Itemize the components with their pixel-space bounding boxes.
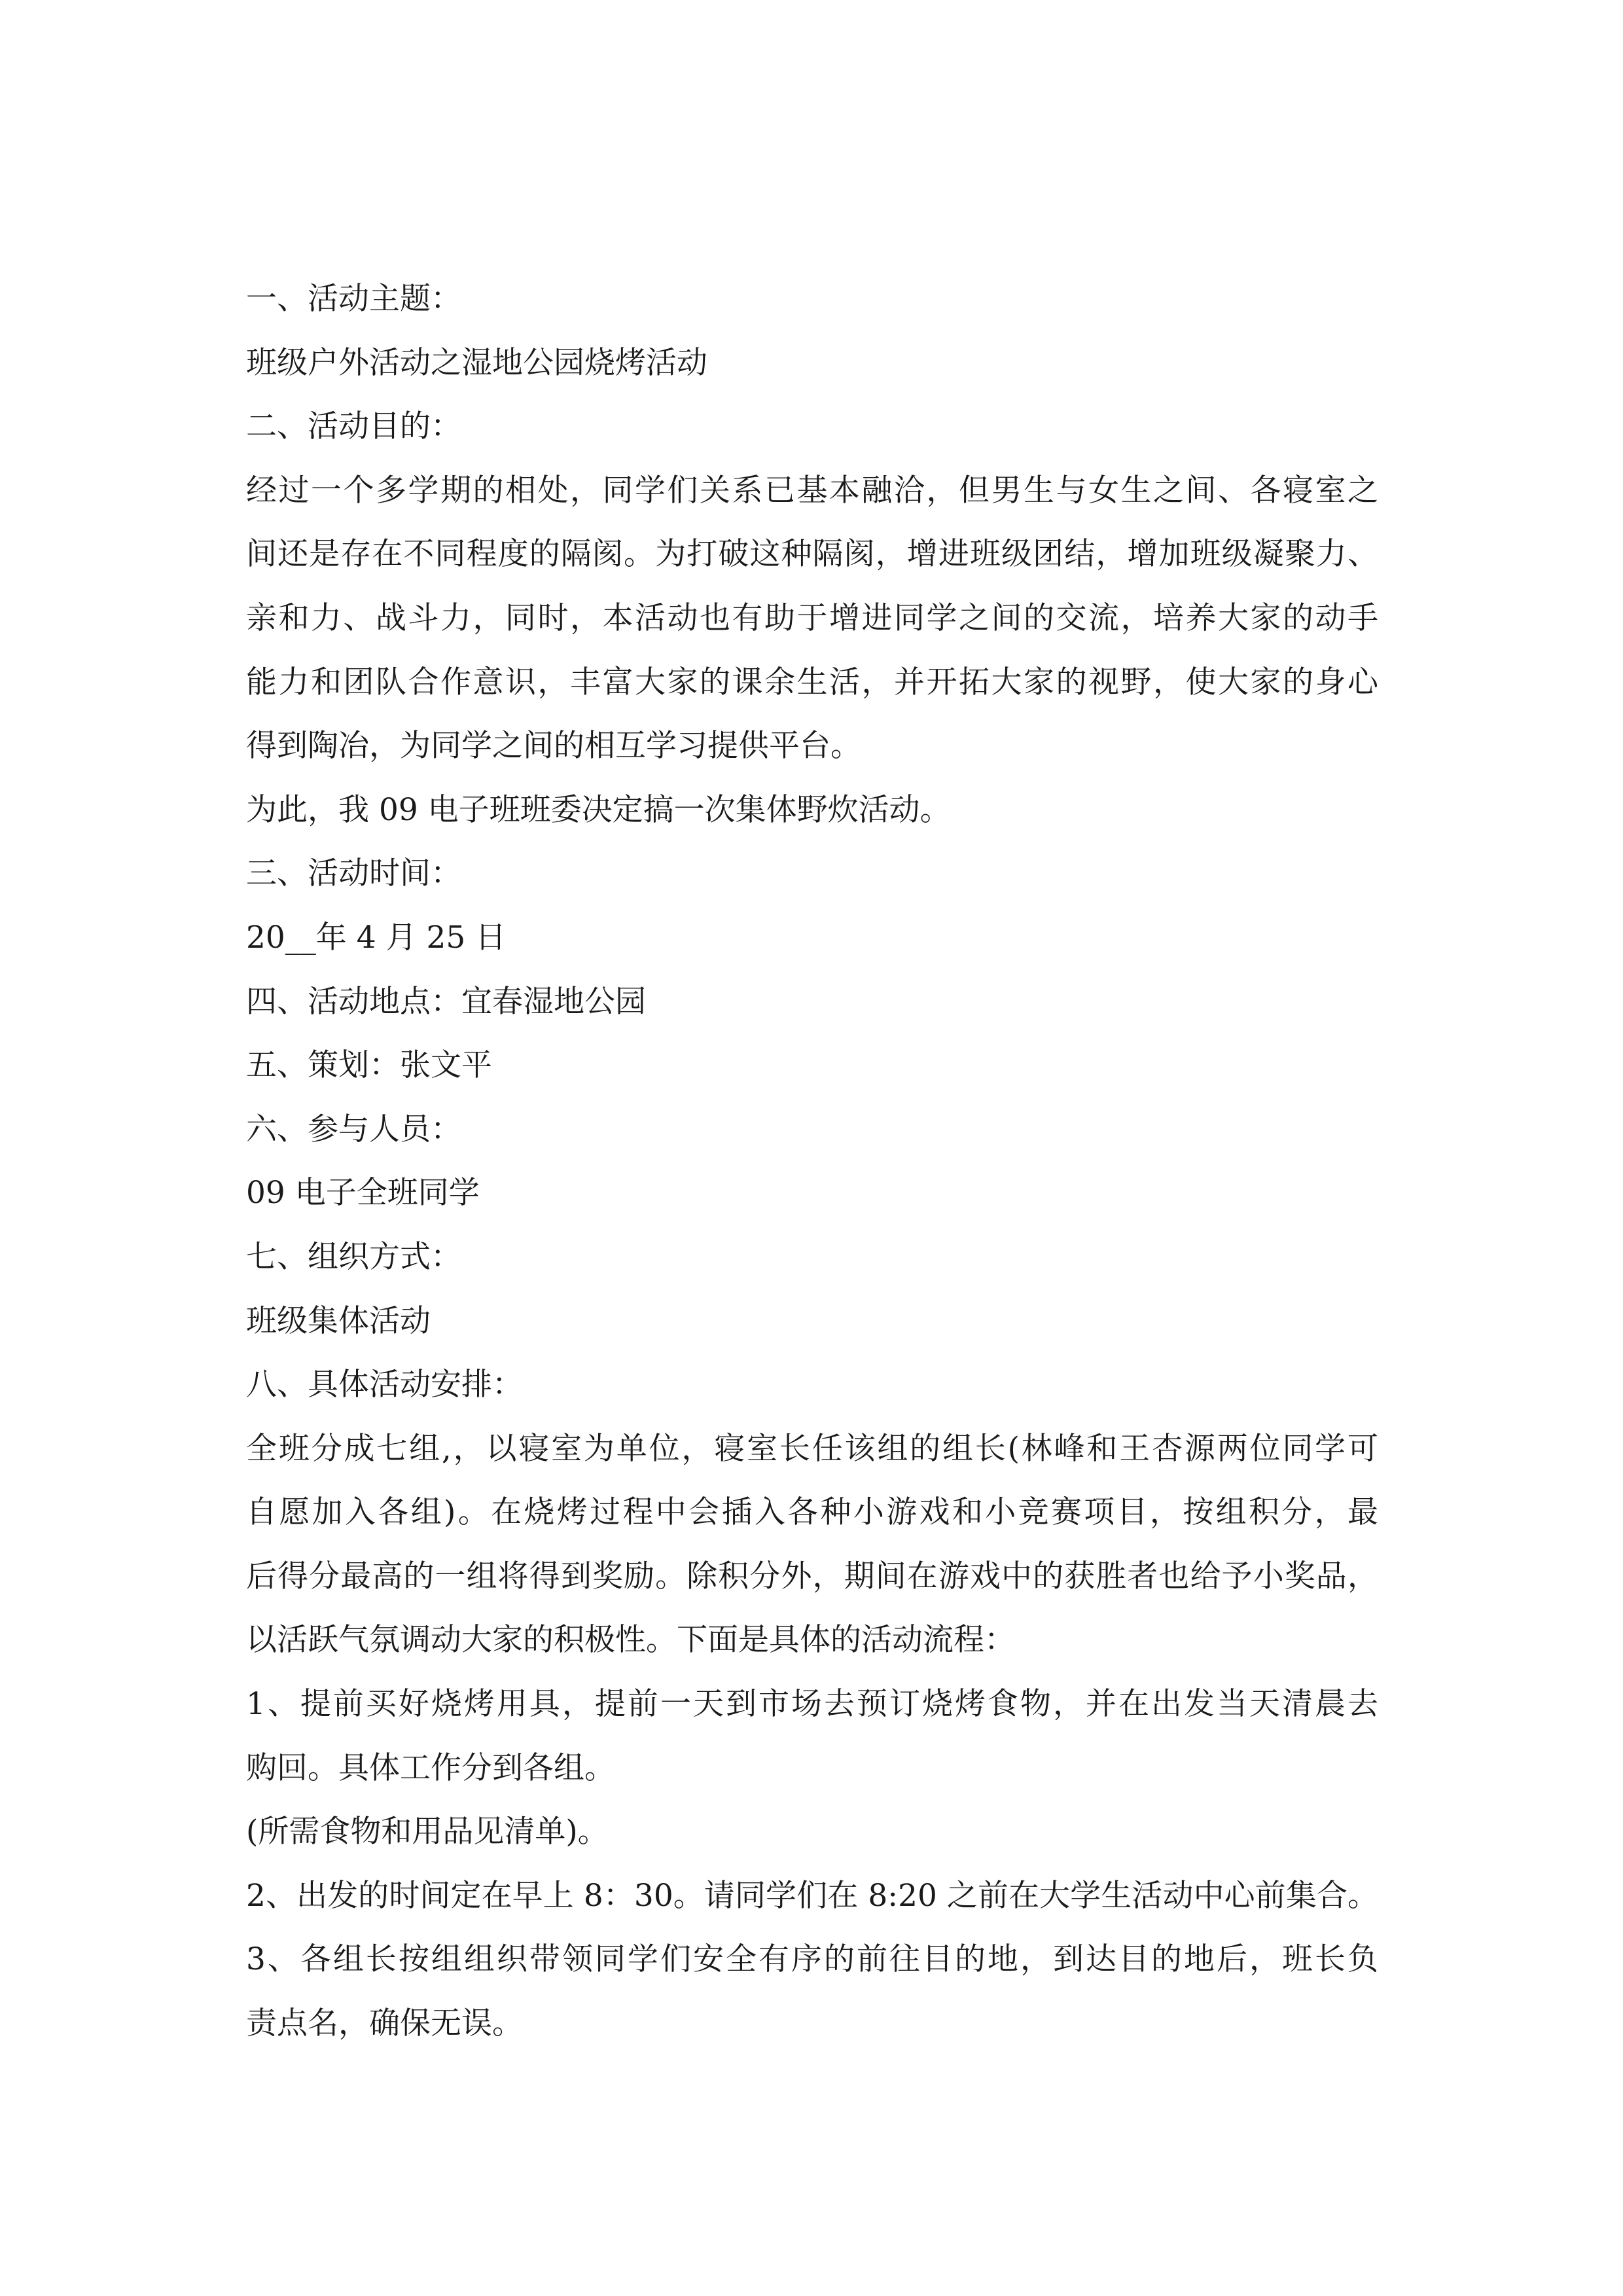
activity-theme-text: 班级户外活动之湿地公园烧烤活动 (246, 344, 707, 381)
step-1-line: 购回。具体工作分到各组。 (246, 1749, 615, 1786)
arrangement-paragraph-line: 以活跃气氛调动大家的积极性。下面是具体的活动流程： (246, 1622, 1015, 1659)
step-3-line: 3、各组长按组组织带领同学们安全有序的前往目的地，到达目的地后，班长负 (246, 1941, 1378, 1978)
heading-activity-purpose: 二、活动目的： (246, 408, 461, 445)
organization-text: 班级集体活动 (246, 1302, 431, 1339)
purpose-paragraph-line: 经过一个多学期的相处，同学们关系已基本融洽，但男生与女生之间、各寝室之 (246, 472, 1378, 509)
heading-participants: 六、参与人员： (246, 1111, 461, 1147)
purpose-paragraph-line: 亲和力、战斗力，同时，本活动也有助于增进同学之间的交流，培养大家的动手 (246, 600, 1378, 636)
document-body (246, 267, 1378, 2056)
arrangement-paragraph-line: 全班分成七组,，以寝室为单位，寝室长任该组的组长(林峰和王杏源两位同学可 (246, 1430, 1378, 1467)
heading-activity-theme: 一、活动主题： (246, 281, 461, 317)
arrangement-paragraph-line: 后得分最高的一组将得到奖励。除积分外，期间在游戏中的获胜者也给予小奖品， (246, 1558, 1378, 1594)
decision-statement: 为此，我 09 电子班班委决定搞一次集体野炊活动。 (246, 791, 951, 828)
arrangement-paragraph-line: 自愿加入各组)。在烧烤过程中会插入各种小游戏和小竞赛项目，按组积分，最 (246, 1494, 1378, 1531)
activity-date: 20__年 4 月 25 日 (246, 919, 507, 956)
purpose-paragraph-line: 得到陶冶，为同学之间的相互学习提供平台。 (246, 728, 861, 764)
heading-arrangement: 八、具体活动安排： (246, 1367, 523, 1403)
participants-text: 09 电子全班同学 (246, 1175, 480, 1211)
heading-activity-time: 三、活动时间： (246, 855, 461, 892)
purpose-paragraph-line: 间还是存在不同程度的隔阂。为打破这种隔阂，增进班级团结，增加班级凝聚力、 (246, 536, 1378, 573)
supplies-note: (所需食物和用品见清单)。 (246, 1814, 609, 1850)
step-2-line: 2、出发的时间定在早上 8：30。请同学们在 8:20 之前在大学生活动中心前集合。 (246, 1877, 1378, 1914)
activity-location: 四、活动地点：宜春湿地公园 (246, 983, 646, 1020)
step-1-line: 1、提前买好烧烤用具，提前一天到市场去预订烧烤食物，并在出发当天清晨去 (246, 1686, 1378, 1723)
step-3-line: 责点名，确保无误。 (246, 2005, 523, 2042)
purpose-paragraph-line: 能力和团队合作意识，丰富大家的课余生活，并开拓大家的视野，使大家的身心 (246, 664, 1378, 700)
heading-organization: 七、组织方式： (246, 1238, 461, 1275)
activity-planner: 五、策划：张文平 (246, 1047, 492, 1084)
